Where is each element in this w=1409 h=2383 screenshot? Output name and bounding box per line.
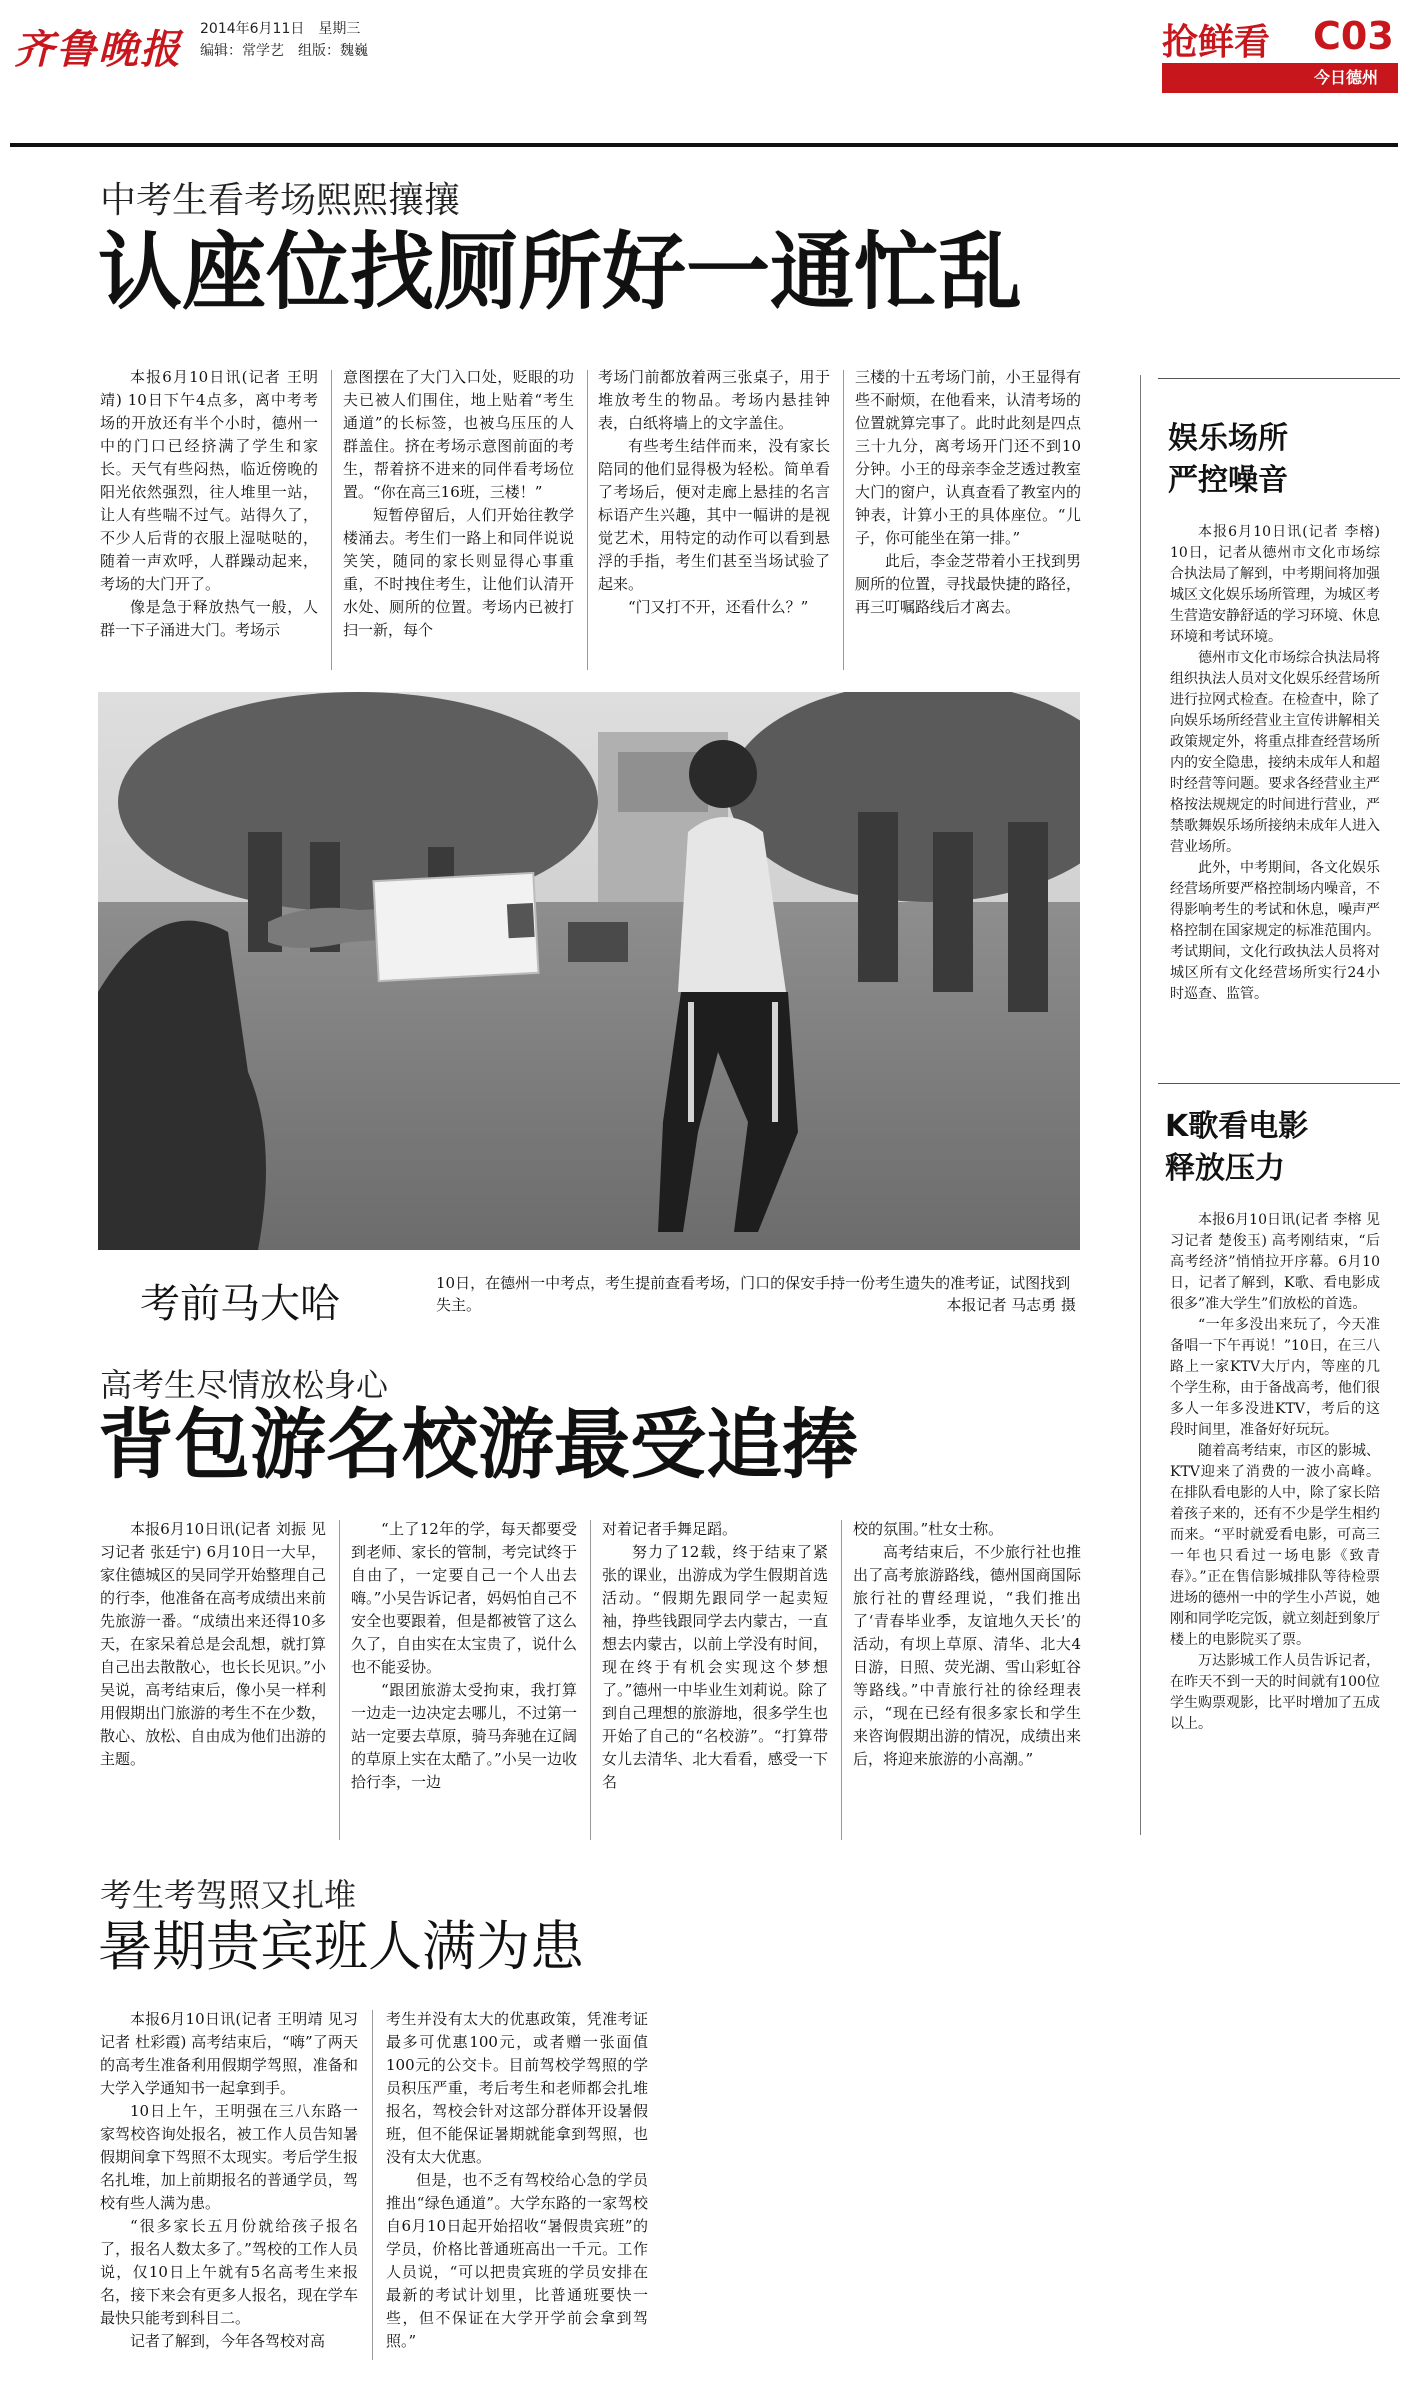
story1-kicker: 中考生看考场熙熙攘攘 xyxy=(100,180,461,221)
paragraph: 考生并没有太大的优惠政策，凭准考证最多可优惠100元，或者赠一张面值100元的公交卡。目前驾校学驾照的学员积压严重，考后考生和老师都会扎堆报名，驾校会针对这部分群体开设暑假班，但不能保证暑期就能拿到驾照，也没有太大优惠。 xyxy=(386,2010,648,2166)
photo-credit: 本报记者 马志勇 摄 xyxy=(946,1296,1076,1314)
sidebar-rule xyxy=(1158,1083,1400,1084)
photo-caption xyxy=(436,1272,1076,1316)
photo-caption-title: 考前马大哈 xyxy=(140,1281,340,1327)
sidebar1-title-line1: 娱乐场所 xyxy=(1168,421,1288,456)
paragraph: 但是，也不乏有驾校给心急的学员推出“绿色通道”。大学东路的一家驾校自6月10日起开始招收“暑假贵宾班”的学员，价格比普通班高出一千元。工作人员说，“可以把贵宾班的学员安排在最新的考试计划里，比普通班要快一些，但不保证在大学开学前会拿到驾照。” xyxy=(386,2171,648,2350)
editor-credit: 编辑：常学艺 xyxy=(200,43,284,59)
photo-caption-text: 10日，在德州一中考点，考生提前查看考场，门口的保安手持一份考生遗失的准考证，试图找到失主。 xyxy=(436,1274,1071,1314)
paragraph: 随着高考结束，市区的影城、KTV迎来了消费的一波小高峰。在排队看电影的人中，除了家长陪着孩子来的，还有不少是学生相约而来。“平时就爱看电影，可高三一年也只看过一场电影《致青春》。”正在售信影城排队等待检票进场的德州一中的学生小芦说，她刚和同学吃完饭，就立刻赶到象厅楼上的电影院买了票。 xyxy=(1170,1443,1380,1648)
paragraph: 校的氛围。”杜女士称。 xyxy=(853,1520,1004,1538)
story2-kicker: 高考生尽情放松身心 xyxy=(100,1366,389,1404)
paragraph: “很多家长五月份就给孩子报名了，报名人数太多了。”驾校的工作人员说，仅10日上午就有5名高考生来报名，接下来会有更多人报名，现在学车最快只能考到科目二。 xyxy=(100,2217,358,2327)
newspaper-logo: 齐鲁晚报 xyxy=(14,26,182,73)
paragraph: 德州市文化市场综合执法局将组织执法人员对文化娱乐经营场所进行拉网式检查。在检查中，除了向娱乐场所经营业主宣传讲解相关政策规定外，将重点排查经营场所内的安全隐患，接纳未成年人和超时经营等问题。要求各经营业主严格按法规规定的时间进行营业，严禁歌舞娱乐场所接纳未成年人进入营业场所。 xyxy=(1170,650,1380,855)
story2-column-3 xyxy=(602,1518,828,1848)
story3-headline: 暑期贵宾班人满为患 xyxy=(98,1915,584,1978)
top-rule xyxy=(10,143,1398,147)
story2-column-2 xyxy=(351,1518,577,1848)
story2-headline: 背包游名校游最受追捧 xyxy=(98,1400,858,1489)
news-photo xyxy=(98,692,1080,1250)
masthead-meta xyxy=(200,18,382,62)
sidebar2-title xyxy=(1165,1106,1308,1190)
sidebar1-title-line2: 严控噪音 xyxy=(1168,463,1288,498)
story1-headline: 认座位找厕所好一通忙乱 xyxy=(98,223,1023,321)
column-divider xyxy=(331,370,332,670)
paragraph: 记者了解到，今年各驾校对高 xyxy=(130,2332,326,2350)
paragraph: 此外，中考期间，各文化娱乐经营场所要严格控制场内噪音，不得影响考生的考试和休息，噪声严格控制在国家规定的标准范围内。考试期间，文化行政执法人员将对城区所有文化经营场所实行24小时巡查、监管。 xyxy=(1170,860,1380,1002)
paragraph: 本报6月10日讯(记者 刘振 见习记者 张廷宁) 6月10日一大早，家住德城区的吴同学开始整理自己的行李，他准备在高考成绩出来前先旅游一番。“成绩出来还得10多天，在家呆着总是会乱想，就打算自己出去散散心，也长长见识。”小吴说，高考结束后，像小吴一样利用假期出门旅游的考生不在少数，散心、放松、自由成为他们出游的主题。 xyxy=(100,1520,326,1768)
sidebar2-title-line2: 释放压力 xyxy=(1165,1151,1285,1186)
sidebar-divider xyxy=(1140,375,1141,1835)
section-name: 抢鲜看 xyxy=(1162,22,1271,63)
paragraph: 万达影城工作人员告诉记者，在昨天不到一天的时间就有100位学生购票观影，比平时增加了五成以上。 xyxy=(1170,1653,1380,1732)
paragraph: 对着记者手舞足蹈。 xyxy=(602,1520,738,1538)
issue-weekday: 星期三 xyxy=(318,21,361,37)
paragraph: 三楼的十五考场门前，小王显得有些不耐烦，在他看来，认清考场的位置就算完事了。此时此刻是四点三十九分，离考场开门还不到10分钟。小王的母亲李金芝透过教室大门的窗户，认真查看了教室内的钟表，计算小王的具体座位。“儿子，你可能坐在第一排。” xyxy=(855,368,1081,547)
story2-column-4 xyxy=(853,1518,1081,1848)
column-divider xyxy=(590,1520,591,1840)
paragraph: 本报6月10日讯(记者 王明靖 见习记者 杜彩霞) 高考结束后，“嗨”了两天的高考生准备利用假期学驾照，准备和大学入学通知书一起拿到手。 xyxy=(100,2010,358,2097)
sidebar1-title xyxy=(1168,418,1288,502)
paragraph: “门又打不开，还看什么？” xyxy=(628,598,809,616)
sidebar1-body xyxy=(1170,522,1380,1052)
paragraph: “上了12年的学，每天都要受到老师、家长的管制，考完试终于自由了，一定要自己一个人出去嗨。”小吴告诉记者，妈妈怕自己不安全也要跟着，但是都被管了这么久了，自由实在太宝贵了，说什么也不能妥协。 xyxy=(351,1520,577,1676)
paragraph: 意图摆在了大门入口处，贬眼的功夫已被人们围住，地上贴着“考生通道”的长标签，也被乌压压的人群盖住。挤在考场示意图前面的考生，帮着挤不进来的同伴看考场位置。“你在高三16班，三楼！” xyxy=(343,368,574,501)
paragraph: 高考结束后，不少旅行社也推出了高考旅游路线，德州国商国际旅行社的曹经理说，“我们推出了‘青春毕业季，友谊地久天长’的活动，有坝上草原、清华、北大4日游，日照、荧光湖、雪山彩虹谷等路线。”中青旅行社的徐经理表示，“现在已经有很多家长和学生来咨询假期出游的情况，成绩出来后，将迎来旅游的小高潮。” xyxy=(853,1543,1081,1768)
sidebar2-body xyxy=(1170,1210,1380,1830)
paragraph: “一年多没出来玩了，今天准备唱一下午再说！”10日，在三八路上一家KTV大厅内，等座的几个学生称，由于备战高考，他们很多人一年多没进KTV，考后的这段时间里，准备好好玩玩。 xyxy=(1170,1317,1380,1438)
story3-column-2 xyxy=(386,2008,648,2368)
sidebar-rule xyxy=(1158,378,1400,379)
sub-section-bar: 今日德州 xyxy=(1162,63,1398,93)
paragraph: 本报6月10日讯(记者 王明靖) 10日下午4点多，离中考考场的开放还有半个小时，德州一中的门口已经挤满了学生和家长。天气有些闷热，临近傍晚的阳光依然强烈，往人堆里一站，让人有些喘不过气。站得久了，不少人后背的衣服上湿哒哒的，随着一声欢呼，人群躁动起来，考场的大门开了。 xyxy=(100,368,318,593)
paragraph: 本报6月10日讯(记者 李榕) 10日，记者从德州市文化市场综合执法局了解到，中考期间将加强城区文化娱乐场所管理，为城区考生营造安静舒适的学习环境、休息环境和考试环境。 xyxy=(1170,524,1380,645)
story1-column-4 xyxy=(855,366,1081,666)
sidebar2-title-line1: K歌看电影 xyxy=(1165,1109,1309,1144)
paragraph: 像是急于释放热气一般，人群一下子涌进大门。考场示 xyxy=(100,598,318,639)
story3-kicker: 考生考驾照又扎堆 xyxy=(100,1876,357,1914)
page-number: C03 xyxy=(1313,14,1394,58)
column-divider xyxy=(587,370,588,670)
paragraph: “跟团旅游太受拘束，我打算一边走一边决定去哪儿，不过第一站一定要去草原，骑马奔驰在辽阔的草原上实在太酷了。”小吴一边收拾行李，一边 xyxy=(351,1681,577,1791)
column-divider xyxy=(843,370,844,670)
column-divider xyxy=(841,1520,842,1840)
paragraph: 考场门前都放着两三张桌子，用于堆放考生的物品。考场内悬挂钟表，白纸将墙上的文字盖住。 xyxy=(598,368,830,432)
paragraph: 此后，李金芝带着小王找到男厕所的位置，寻找最快捷的路径，再三叮嘱路线后才离去。 xyxy=(855,552,1081,616)
paragraph: 努力了12载，终于结束了紧张的课业，出游成为学生假期首选活动。“假期先跟同学一起卖短袖，挣些钱跟同学去内蒙古，一直想去内蒙古，以前上学没有时间，现在终于有机会实现这个梦想了。”德州一中毕业生刘莉说。除了到自己理想的旅游地，很多学生也开始了自己的“名校游”。“打算带女儿去清华、北大看看，感受一下名 xyxy=(602,1543,828,1791)
story3-column-1 xyxy=(100,2008,358,2368)
story1-column-2 xyxy=(343,366,574,666)
paragraph: 短暂停留后，人们开始往教学楼涌去。考生们一路上和同伴说说笑笑，随同的家长则显得心事重重，不时拽住考生，让他们认清开水处、厕所的位置。考场内已被打扫一新，每个 xyxy=(343,506,574,639)
paragraph: 有些考生结伴而来，没有家长陪同的他们显得极为轻松。简单看了考场后，便对走廊上悬挂的名言标语产生兴趣，其中一幅讲的是视觉艺术，用特定的动作可以看到悬浮的手指，考生们甚至当场试验了起来。 xyxy=(598,437,830,593)
story1-column-1 xyxy=(100,366,318,666)
story2-column-1 xyxy=(100,1518,326,1848)
paragraph: 10日上午，王明强在三八东路一家驾校咨询处报名，被工作人员告知暑假期间拿下驾照不太现实。考后学生报名扎堆，加上前期报名的普通学员，驾校有些人满为患。 xyxy=(100,2102,358,2212)
paragraph: 本报6月10日讯(记者 李榕 见习记者 楚俊玉) 高考刚结束，“后高考经济”悄悄拉开序幕。6月10日，记者了解到，K歌、看电影成很多”准大学生”们放松的首选。 xyxy=(1170,1212,1380,1312)
column-divider xyxy=(339,1520,340,1840)
column-divider xyxy=(372,2010,373,2360)
story1-column-3 xyxy=(598,366,830,666)
issue-date: 2014年6月11日 xyxy=(200,21,305,37)
layout-credit: 组版：魏巍 xyxy=(298,43,368,59)
